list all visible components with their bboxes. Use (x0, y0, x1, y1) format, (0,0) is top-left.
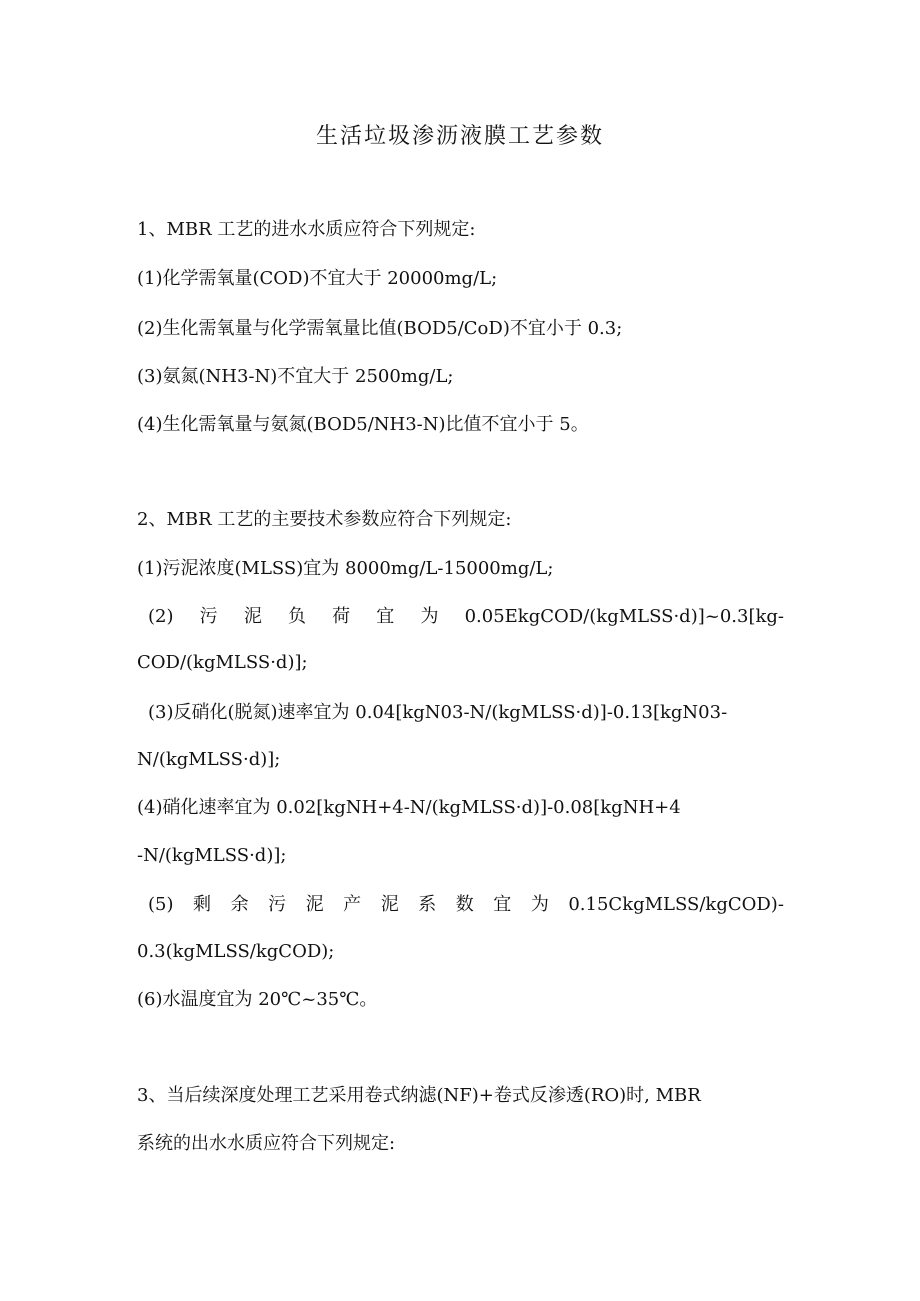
section-3-item-1: 系统的出水水质应符合下列规定: (137, 1133, 396, 1154)
section-1-item-1: (1)化学需氧量(COD)不宜大于 20000mg/L; (137, 268, 498, 289)
section-2-item-5-token: 0.15CkgMLSS/kgCOD)- (568, 894, 784, 915)
section-2-item-5-line-1 (148, 892, 784, 918)
section-2-item-2-token: 荷 (332, 606, 351, 627)
section-2-item-4-line-2: -N/(kgMLSS·d)]; (137, 845, 287, 866)
section-2-item-2-token: 为 (420, 606, 439, 627)
section-2-item-2-token: 0.05EkgCOD/(kgMLSS·d)]~0.3[kg- (464, 606, 784, 627)
section-2-item-3-line-1: (3)反硝化(脱氮)速率宜为 0.04[kgN03-N/(kgMLSS·d)]-0.13[kgN03- (148, 702, 728, 723)
section-2-item-5-line-2: 0.3(kgMLSS/kgCOD); (137, 941, 335, 962)
section-1-item-3: (3)氨氮(NH3-N)不宜大于 2500mg/L; (137, 366, 454, 387)
section-2-item-3-line-2: N/(kgMLSS·d)]; (137, 749, 281, 770)
section-2-item-2-line-2: COD/(kgMLSS·d)]; (137, 652, 308, 673)
section-1-heading: 1、MBR 工艺的进水水质应符合下列规定: (137, 219, 476, 240)
page-title: 生活垃圾渗沥液膜工艺参数 (315, 124, 604, 149)
section-2-item-5-token: 宜 (493, 894, 512, 915)
section-2-item-6: (6)水温度宜为 20℃~35℃。 (137, 989, 378, 1010)
section-1-item-2: (2)生化需氧量与化学需氧量比值(BOD5/CoD)不宜小于 0.3; (137, 318, 623, 339)
section-2-item-4-line-1: (4)硝化速率宜为 0.02[kgNH+4-N/(kgMLSS·d)]-0.08[kgNH+4 (137, 797, 681, 818)
section-2-item-2-line-1 (148, 604, 784, 630)
section-2-item-2-token: (2) (148, 606, 174, 627)
section-2-item-1: (1)污泥浓度(MLSS)宜为 8000mg/L-15000mg/L; (137, 558, 554, 579)
section-2-item-5-token: 泥 (380, 894, 399, 915)
section-1-item-4: (4)生化需氧量与氨氮(BOD5/NH3-N)比值不宜小于 5。 (137, 414, 589, 435)
section-2-item-5-token: 泥 (305, 894, 324, 915)
section-3-heading: 3、当后续深度处理工艺采用卷式纳滤(NF)+卷式反渗透(RO)时, MBR (137, 1085, 701, 1106)
section-2-item-2-token: 污 (199, 606, 218, 627)
section-2-item-5-token: 数 (455, 894, 474, 915)
section-2-item-2-token: 负 (287, 606, 306, 627)
section-2-item-2-token: 泥 (243, 606, 262, 627)
section-2-item-5-token: 产 (343, 894, 362, 915)
section-2-item-5-token: (5) (148, 894, 174, 915)
section-2-item-5-token: 剩 (193, 894, 212, 915)
section-2-item-2-token: 宜 (376, 606, 395, 627)
section-2-item-5-token: 污 (268, 894, 287, 915)
section-2-item-5-token: 系 (418, 894, 437, 915)
section-2-item-5-token: 为 (530, 894, 549, 915)
section-2-item-5-token: 余 (230, 894, 249, 915)
section-2-heading: 2、MBR 工艺的主要技术参数应符合下列规定: (137, 509, 512, 530)
